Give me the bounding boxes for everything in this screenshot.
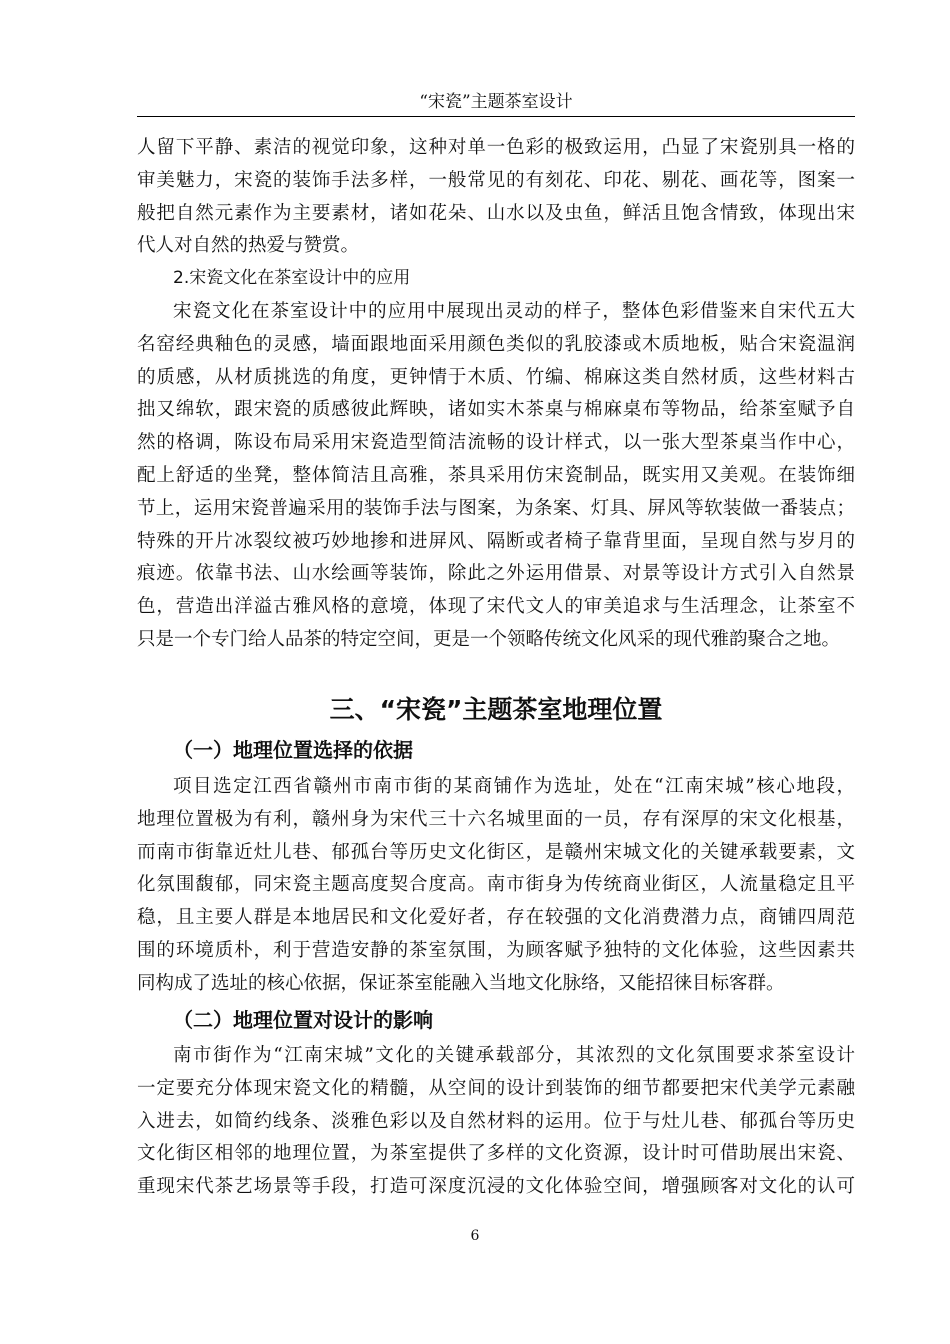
text-line: 宋瓷文化在茶室设计中的应用中展现出灵动的样子，整体色彩借鉴来自宋代五大 [173, 301, 855, 322]
page-number: 6 [470, 1228, 480, 1244]
paragraph-2 [137, 296, 855, 657]
text-line: 然的格调，陈设布局采用宋瓷造型简洁流畅的设计样式，以一张大型茶桌当作中心， [137, 432, 855, 454]
text-line: 的质感，从材质挑选的角度，更钟情于木质、竹编、棉麻这类自然材质，这些材料古 [137, 366, 855, 388]
text-line: 人留下平静、素洁的视觉印象，这种对单一色彩的极致运用，凸显了宋瓷别具一格的 [137, 137, 855, 158]
paragraph-3 [137, 771, 855, 1001]
text-line: 文化街区相邻的地理位置，为茶室提供了多样的文化资源，设计时可借助展出宋瓷、 [137, 1143, 855, 1165]
subsection-title-1: （一）地理位置选择的依据 [173, 738, 413, 762]
text-line: 般把自然元素作为主要素材，诸如花朵、山水以及虫鱼，鲜活且饱含情致，体现出宋 [137, 202, 855, 224]
text-line: 色，营造出洋溢古雅风格的意境，体现了宋代文人的审美追求与生活理念，让茶室不 [137, 596, 855, 618]
text-line: 名窑经典釉色的灵感，墙面跟地面采用颜色类似的乳胶漆或木质地板，贴合宋瓷温润 [137, 333, 855, 355]
text-line: 而南市街靠近灶儿巷、郁孤台等历史文化街区，是赣州宋城文化的关键承载要素，文 [137, 841, 855, 863]
text-line: 配上舒适的坐凳，整体简洁且高雅，茶具采用仿宋瓷制品，既实用又美观。在装饰细 [137, 464, 855, 486]
text-line: 只是一个专门给人品茶的特定空间，更是一个领略传统文化风采的现代雅韵聚合之地。 [137, 628, 841, 650]
text-line: 节上，运用宋瓷普遍采用的装饰手法与图案，为条案、灯具、屏风等软装做一番装点； [137, 497, 855, 519]
text-line: 审美魅力，宋瓷的装饰手法多样，一般常见的有刻花、印花、剔花、画花等，图案一 [137, 169, 855, 191]
text-line: 项目选定江西省赣州市南市街的某商铺作为选址，处在“江南宋城”核心地段， [173, 776, 855, 797]
paragraph-4 [137, 1040, 855, 1204]
text-line: 拙又绵软，跟宋瓷的质感彼此辉映，诸如实木茶桌与棉麻桌布等物品，给茶室赋予自 [137, 399, 855, 421]
text-line: 围的环境质朴，利于营造安静的茶室氛围，为顾客赋予独特的文化体验，这些因素共 [137, 939, 855, 961]
subheading-2: 2.宋瓷文化在茶室设计中的应用 [173, 268, 411, 288]
text-line: 入进去，如简约线条、淡雅色彩以及自然材料的运用。位于与灶儿巷、郁孤台等历史 [137, 1110, 855, 1132]
running-header: “宋瓷”主题茶室设计 [137, 88, 855, 117]
text-line: 化氛围馥郁，同宋瓷主题高度契合度高。南市街身为传统商业街区，人流量稳定且平 [137, 874, 855, 896]
text-line: 一定要充分体现宋瓷文化的精髓，从空间的设计到装饰的细节都要把宋代美学元素融 [137, 1077, 855, 1099]
text-line: 同构成了选址的核心依据，保证茶室能融入当地文化脉络，又能招徕目标客群。 [137, 972, 785, 994]
section-title: 三、“宋瓷”主题茶室地理位置 [329, 695, 663, 724]
text-line: 痕迹。依靠书法、山水绘画等装饰，除此之外运用借景、对景等设计方式引入自然景 [137, 563, 855, 585]
text-line: 特殊的开片冰裂纹被巧妙地掺和进屏风、隔断或者椅子靠背里面，呈现自然与岁月的 [137, 530, 855, 552]
text-line: 代人对自然的热爱与赞赏。 [137, 235, 360, 257]
subsection-title-2: （二）地理位置对设计的影响 [173, 1008, 433, 1032]
text-line: 稳，且主要人群是本地居民和文化爱好者，存在较强的文化消费潜力点，商铺四周范 [137, 907, 855, 929]
paragraph-1 [137, 132, 855, 263]
text-line: 南市街作为“江南宋城”文化的关键承载部分，其浓烈的文化氛围要求茶室设计 [173, 1045, 855, 1066]
text-line: 重现宋代茶艺场景等手段，打造可深度沉浸的文化体验空间，增强顾客对文化的认可 [137, 1176, 855, 1198]
text-line: 地理位置极为有利，赣州身为宋代三十六名城里面的一员，存有深厚的宋文化根基， [137, 808, 855, 830]
